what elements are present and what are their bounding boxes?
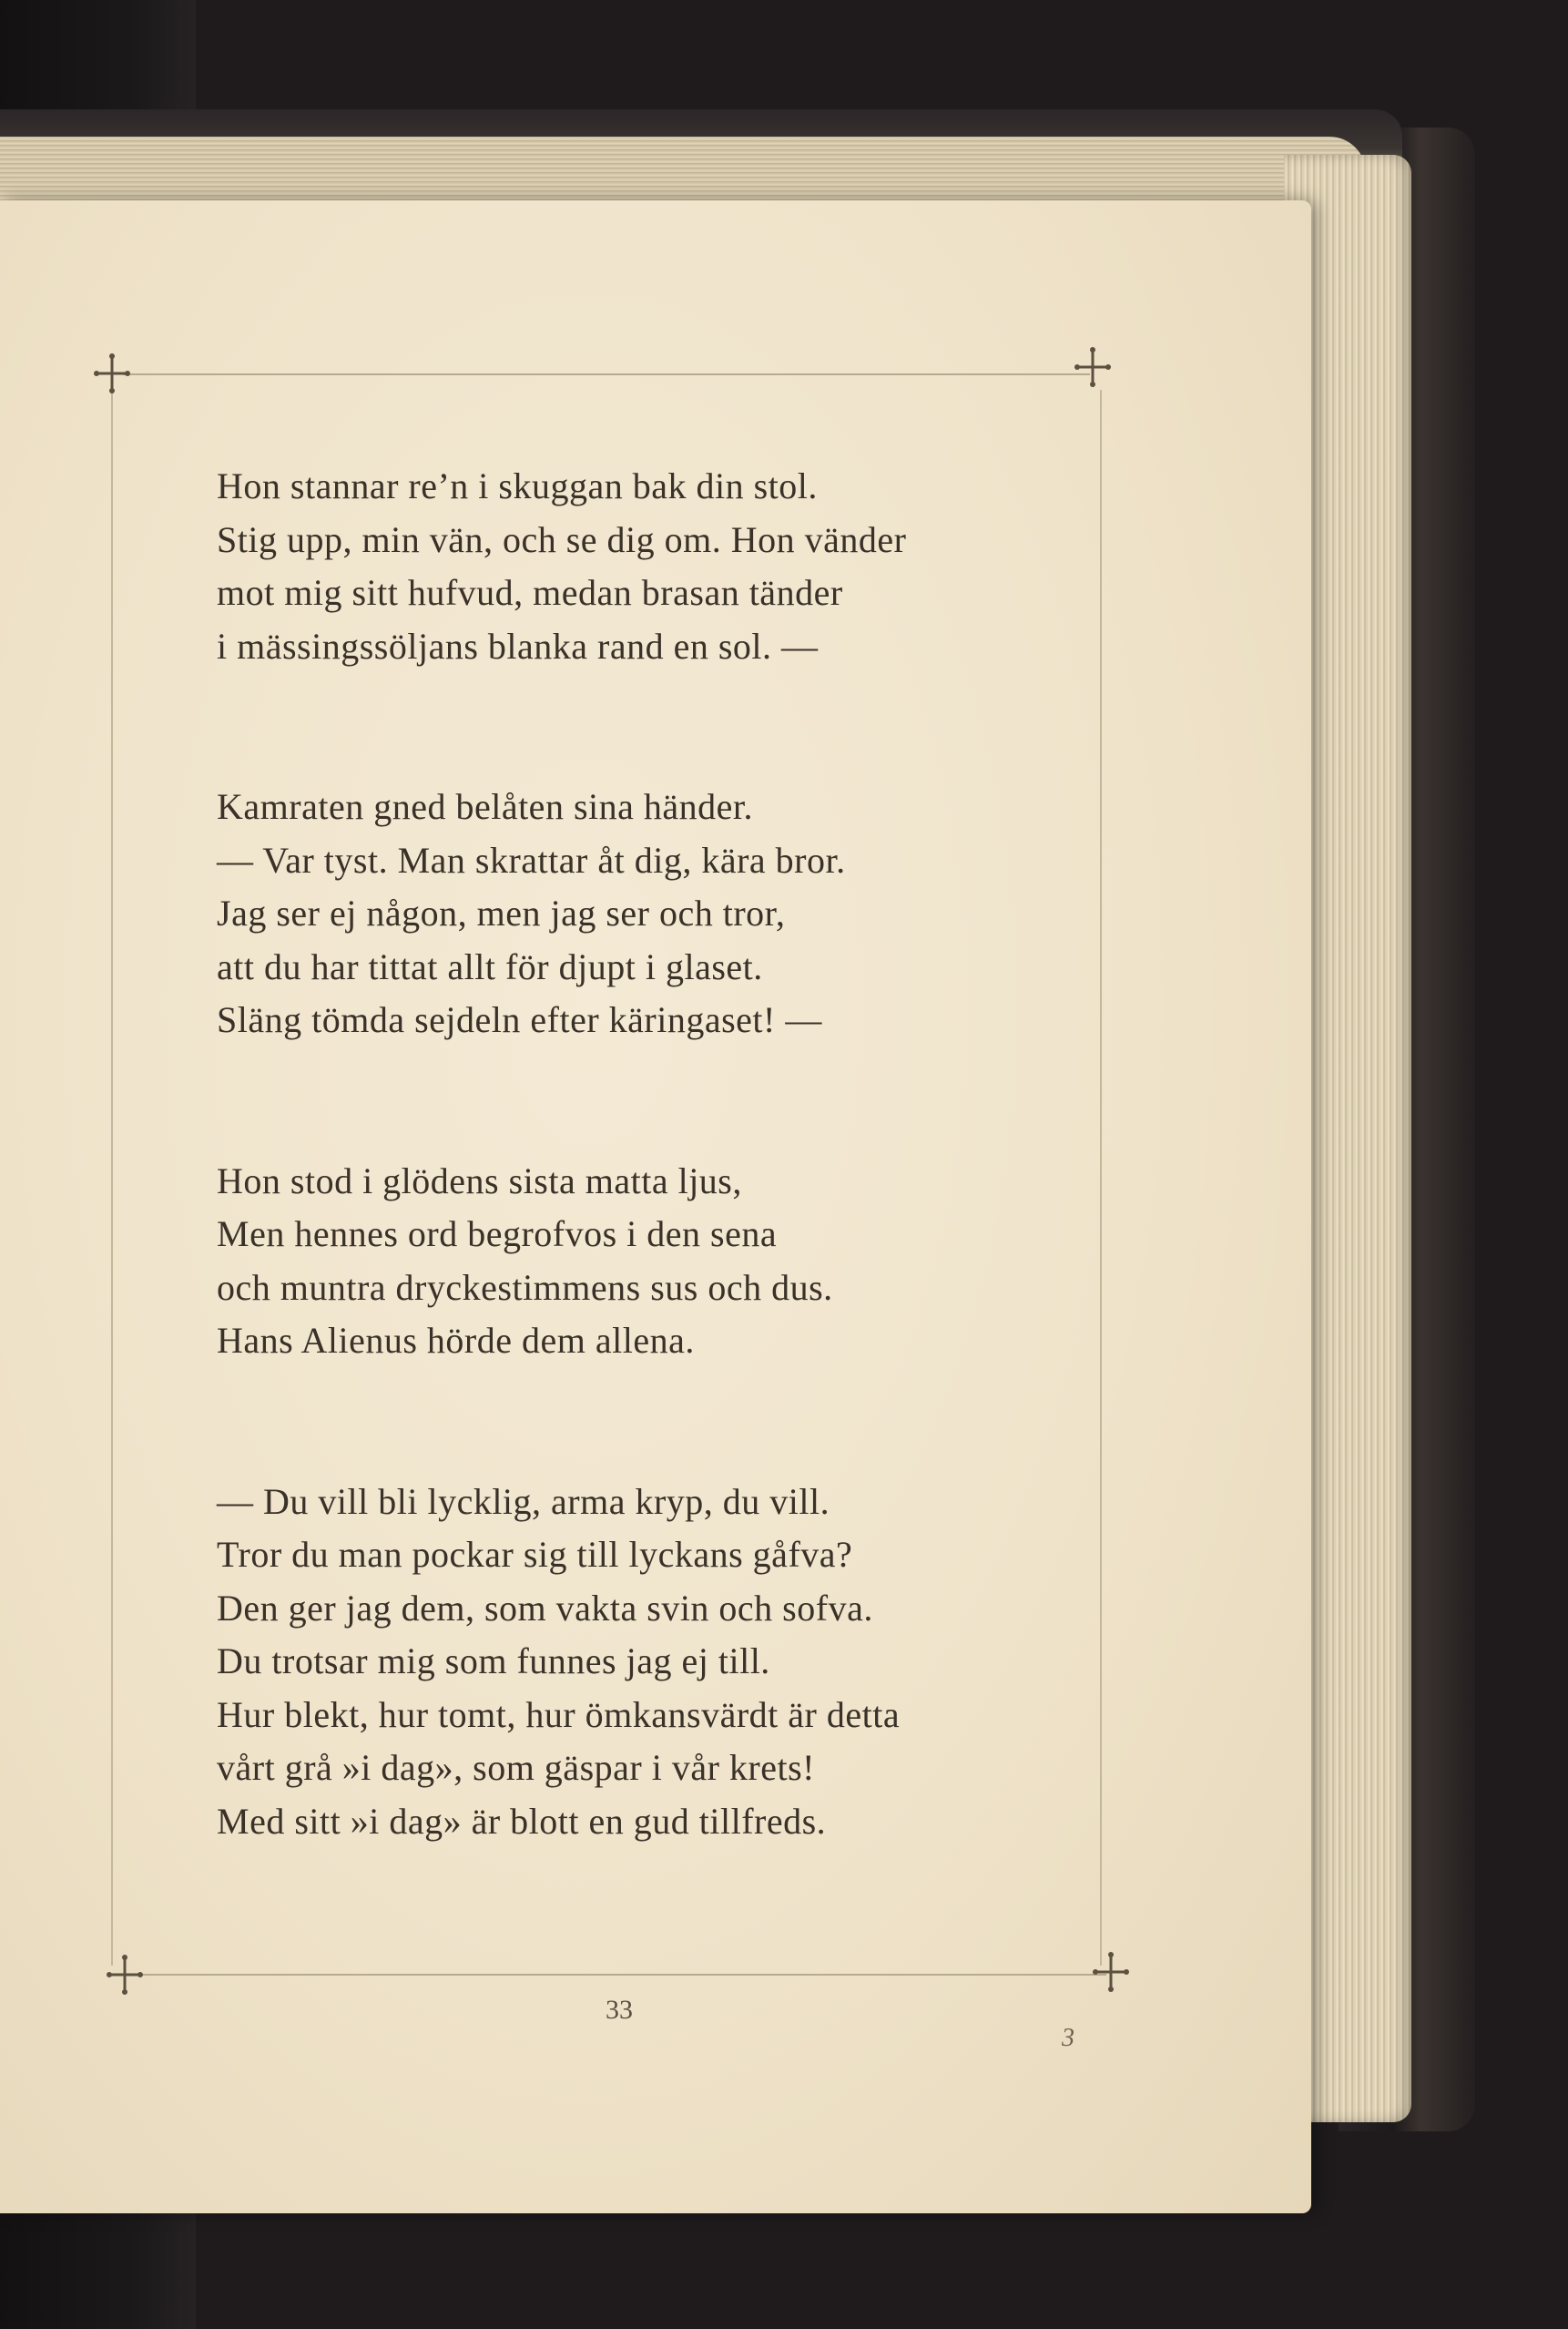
poem-line: Med sitt »i dag» är blott en gud tillfreds. bbox=[217, 1800, 827, 1842]
poem-line: Hon stannar re’n i skuggan bak din stol. bbox=[217, 465, 818, 506]
poem-line: och muntra dryckestimmens sus och dus. bbox=[217, 1266, 833, 1308]
frame-rule-right bbox=[1100, 390, 1102, 1966]
poem-line: Hon stod i glödens sista matta ljus, bbox=[217, 1159, 742, 1201]
corner-ornament-icon bbox=[1088, 1949, 1134, 1995]
page-edges-top bbox=[0, 137, 1366, 205]
poem-line: — Var tyst. Man skrattar åt dig, kära bror. bbox=[217, 839, 846, 881]
cross-ornament-icon bbox=[1088, 1949, 1134, 1995]
stanza-2 bbox=[217, 781, 1082, 1047]
poem-line: att du har tittat allt för djupt i glaset. bbox=[217, 945, 763, 987]
poem-line: mot mig sitt hufvud, medan brasan tänder bbox=[217, 572, 843, 613]
poem-body bbox=[217, 460, 1082, 1956]
poem-line: Hans Alienus hörde dem allena. bbox=[217, 1320, 695, 1361]
poem-line: vårt grå »i dag», som gäspar i vår krets! bbox=[217, 1747, 815, 1788]
cross-ornament-icon bbox=[1070, 344, 1115, 390]
corner-ornament-icon bbox=[1070, 344, 1115, 390]
poem-line: Stig upp, min vän, och se dig om. Hon vänder bbox=[217, 518, 907, 560]
poem-line: Tror du man pockar sig till lyckans gåfva? bbox=[217, 1534, 853, 1575]
corner-ornament-icon bbox=[102, 1952, 148, 1997]
poem-line: — Du vill bli lycklig, arma kryp, du vill. bbox=[217, 1480, 830, 1522]
poem-line: i mässingssöljans blanka rand en sol. — bbox=[217, 625, 819, 667]
poem-line: Hur blekt, hur tomt, hur ömkansvärdt är detta bbox=[217, 1693, 901, 1735]
poem-line: Du trotsar mig som funnes jag ej till. bbox=[217, 1640, 770, 1681]
poem-line: Jag ser ej någon, men jag ser och tror, bbox=[217, 893, 786, 934]
poem-line: Släng tömda sejdeln efter käringaset! — bbox=[217, 999, 822, 1040]
poem-line: Men hennes ord begrofvos i den sena bbox=[217, 1213, 778, 1254]
corner-ornament-icon bbox=[89, 351, 135, 396]
frame-rule-left bbox=[111, 390, 113, 1966]
poem-line: Den ger jag dem, som vakta svin och sofva. bbox=[217, 1587, 873, 1629]
stanza-1 bbox=[217, 460, 1082, 673]
frame-rule-bottom bbox=[132, 1974, 1106, 1976]
cross-ornament-icon bbox=[89, 351, 135, 396]
poem-line: Kamraten gned belåten sina händer. bbox=[217, 786, 753, 827]
stanza-3 bbox=[217, 1155, 1082, 1368]
frame-rule-top bbox=[123, 373, 1090, 375]
page-number: 33 bbox=[606, 1995, 633, 2025]
cross-ornament-icon bbox=[102, 1952, 148, 1997]
signature-mark: 3 bbox=[1062, 2024, 1074, 2052]
stanza-4 bbox=[217, 1476, 1082, 1849]
